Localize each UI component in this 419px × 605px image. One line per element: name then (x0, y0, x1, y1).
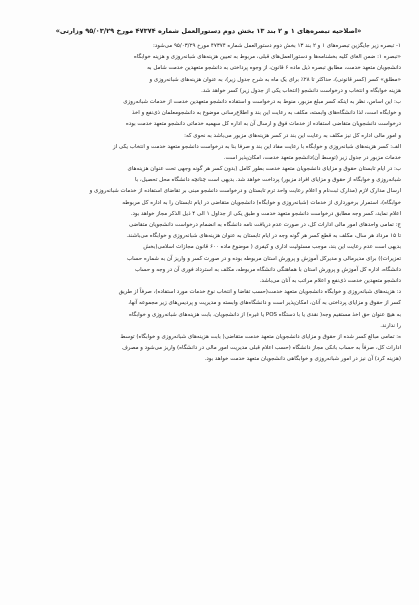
body-line: ب: در ایام تابستان حقوق و مزایای دانشجویان متعهد خدمت بطور کامل (بدون کسر هر گونه وجهی تحت عنوان هزینه‌های (127, 166, 401, 173)
body-line: ه: تمامی مبالغ کسر شده از حقوق و مزایای دانشجویان متعهد خدمت متقاضی( بابت هزینه‌های شبانه‌روزی و خوابگاه) توسط (120, 333, 401, 340)
body-line: ب: این اساس، نظر به اینکه کسر مبلغ مزبور، منوط به درخواست و استفاده دانشجو متعهدین خدمت از خدمات شبانه‌روزی (123, 98, 401, 105)
document-title: «اصلاحیه تبصره‌های ۱ و ۲ بند ۱۳ بخش دوم دستورالعمل شماره ۴۷۳۷۴ مورخ ۹۵/۰۳/۲۹ وزارتی» (55, 27, 362, 35)
body-line: خوابگاه)، استمرار برخورداری از خدمات (شبانه‌روزی و خوابگاه) دانشجویان متقاضی در ایام تابستان را به اداره کل مربوطه (122, 199, 401, 206)
body-line: به هیچ عنوان حق اخذ مستقیم وجه( نقدی یا با دستگاه POS یا غیره) از دانشجویان، بابت هزینه‌های شبانه‌روزی و خوابگاه (129, 311, 401, 318)
body-line: اعلام نماید، کسر وجه مطابق درخواست دانشجو متعهد خدمت و طبق یکی از جداول ۱ الی ۴ ذیل الذکر مجاز خواهد بود. (130, 210, 401, 217)
body-line: و امور مالی اداره کل نیز مکلف به رعایت این بند در کسر هزینه‌های مزبور می‌باشد به نحوی که: (184, 132, 401, 139)
body-line: تا ۱۵ مرداد هر سال، مکلف به قطع کسر هر گونه وجه در ایام تابستان به عنوان هزینه‌های شبانه‌روزی و خوابگاه می‌باشند. (126, 233, 401, 240)
document-body (16, 41, 401, 365)
body-line: بدیهی است عدم رعایت این بند، موجب مسئولیت اداری و کیفری ( موضوع ماده ۶۰۰ قانون مجازات اسلامی(بخش (143, 244, 401, 251)
body-line: ارسال مدارک لازم (مدارک ثبت‌نام و اعلام رعایت واحد ترم تابستان و درخواست دانشجو مبنی بر تقاضای استفاده از خدمات شبانه‌روزی و (89, 188, 401, 195)
body-line: تعزیرات)) برای مدیرمالی و مدیرکل آموزش و پرورش استان مربوطه بوده و در صورت کسر و واریز آن به شماره حساب (126, 255, 401, 262)
body-line: ۱- تبصره زیر جایگزین تبصره‌های ۱ و ۲ بند ۱۳ بخش دوم دستورالعمل شماره ۴۷۳۷۴ مورخ ۹۵/۰۳/۲۹ می‌شود: (152, 43, 401, 49)
body-line: «مطلق» کسر (کسر قانونی)، حداکثر تا ۲۸٪ برای یک ماه به شرح جدول زیر)، به عنوان هزینه‌های شبانه‌روزی و (149, 76, 401, 83)
body-line: درخواست دانشجویان متقاضی استفاده از خدمات فوق و ارسال آن به اداره کل سهمیه خدماتی دانشجو متعهد خدمت بوده (125, 121, 401, 128)
body-line: دانشگاه، اداره کل آموزش و پرورش استان با هماهنگی دانشگاه مربوطه، مکلف به استرداد فوری آن در وجه و حساب (134, 266, 401, 273)
body-line: (هزینه کرد) آن نیز در امور شبانه‌روزی و خوابگاهی دانشجویان متعهد خدمت خواهد بود. (204, 356, 401, 363)
body-line: «تبصره ۱: ضمن الغای کلیه بخشنامه‌ها و دستورالعمل‌های قبلی، مربوط به تعیین هزینه‌های شبانه‌روزی و هزینه خوابگاه (133, 54, 401, 61)
body-line: را ندارند. (380, 322, 401, 329)
body-line: کسر از حقوق و مزایای پرداختی به آنان، امکان‌پذیر است و دانشگاه‌های وابسته و مدیریت و پردیس‌های زیر مجموعه آنها، (128, 300, 401, 307)
body-line: الف: کسر هزینه‌های شبانه‌روزی و خوابگاه با رعایت مفاد این بند و صرفا بنا به درخواست دانشجو متعهد خدمت و انتخاب یکی از (112, 143, 401, 150)
body-line: د: هزینه‌های شبانه‌روزی و خوابگاه دانشجویان متعهد خدمت(حسب تقاضا و انتخاب نوع خدمات مورد استفاده)، صرفاً از طریق (118, 289, 401, 296)
body-line: شبانه‌روزی و خوابگاه از حقوق و مزایای افراد مزبور) پرداخت خواهد شد. بدیهی است چنانچه دانشگاه محل تحصیل، با (134, 177, 401, 184)
body-line: هزینه خوابگاه و انتخاب و درخواست دانشجو (انتخاب یکی از جدول زیر) کسر خواهد شد. (201, 87, 401, 94)
body-line: و خوابگاه است، لذا دانشگاه‌های وابسته، مکلف به رعایت این بند و اطلاع‌رسانی موضوع به دانشجو‌معلمان ذی‌نفع و اخذ (132, 110, 401, 117)
body-line: ج: تمامی واحدهای امور مالی ادارات کل، در صورت عدم دریافت نامه دانشگاه به انضمام درخواست دانشجویان متقاضی (129, 222, 401, 228)
body-line: خدمات مزبور در جدول زیر (توسط آن)دانشجو متعهد خدمت، امکان‌پذیر است. (223, 154, 401, 161)
body-line: دانشجو متعهدین خدمت ذی‌نفع و اعلام مراتب به آنان می‌باشد. (259, 277, 401, 284)
body-line: دانشجویان متعهد خدمت، مطابق تبصره ذیل ماده ۶ قانون، از وجوه پرداختی به دانشجو متعهدین خدمت شامل به (147, 65, 401, 72)
body-line: ادارات کل، صرفاً به حساب بانکی مجاز دانشگاه (حسب اعلام قبلی مدیریت امور مالی در دانشگاه) واریز می‌شود و مصرف (122, 345, 401, 352)
